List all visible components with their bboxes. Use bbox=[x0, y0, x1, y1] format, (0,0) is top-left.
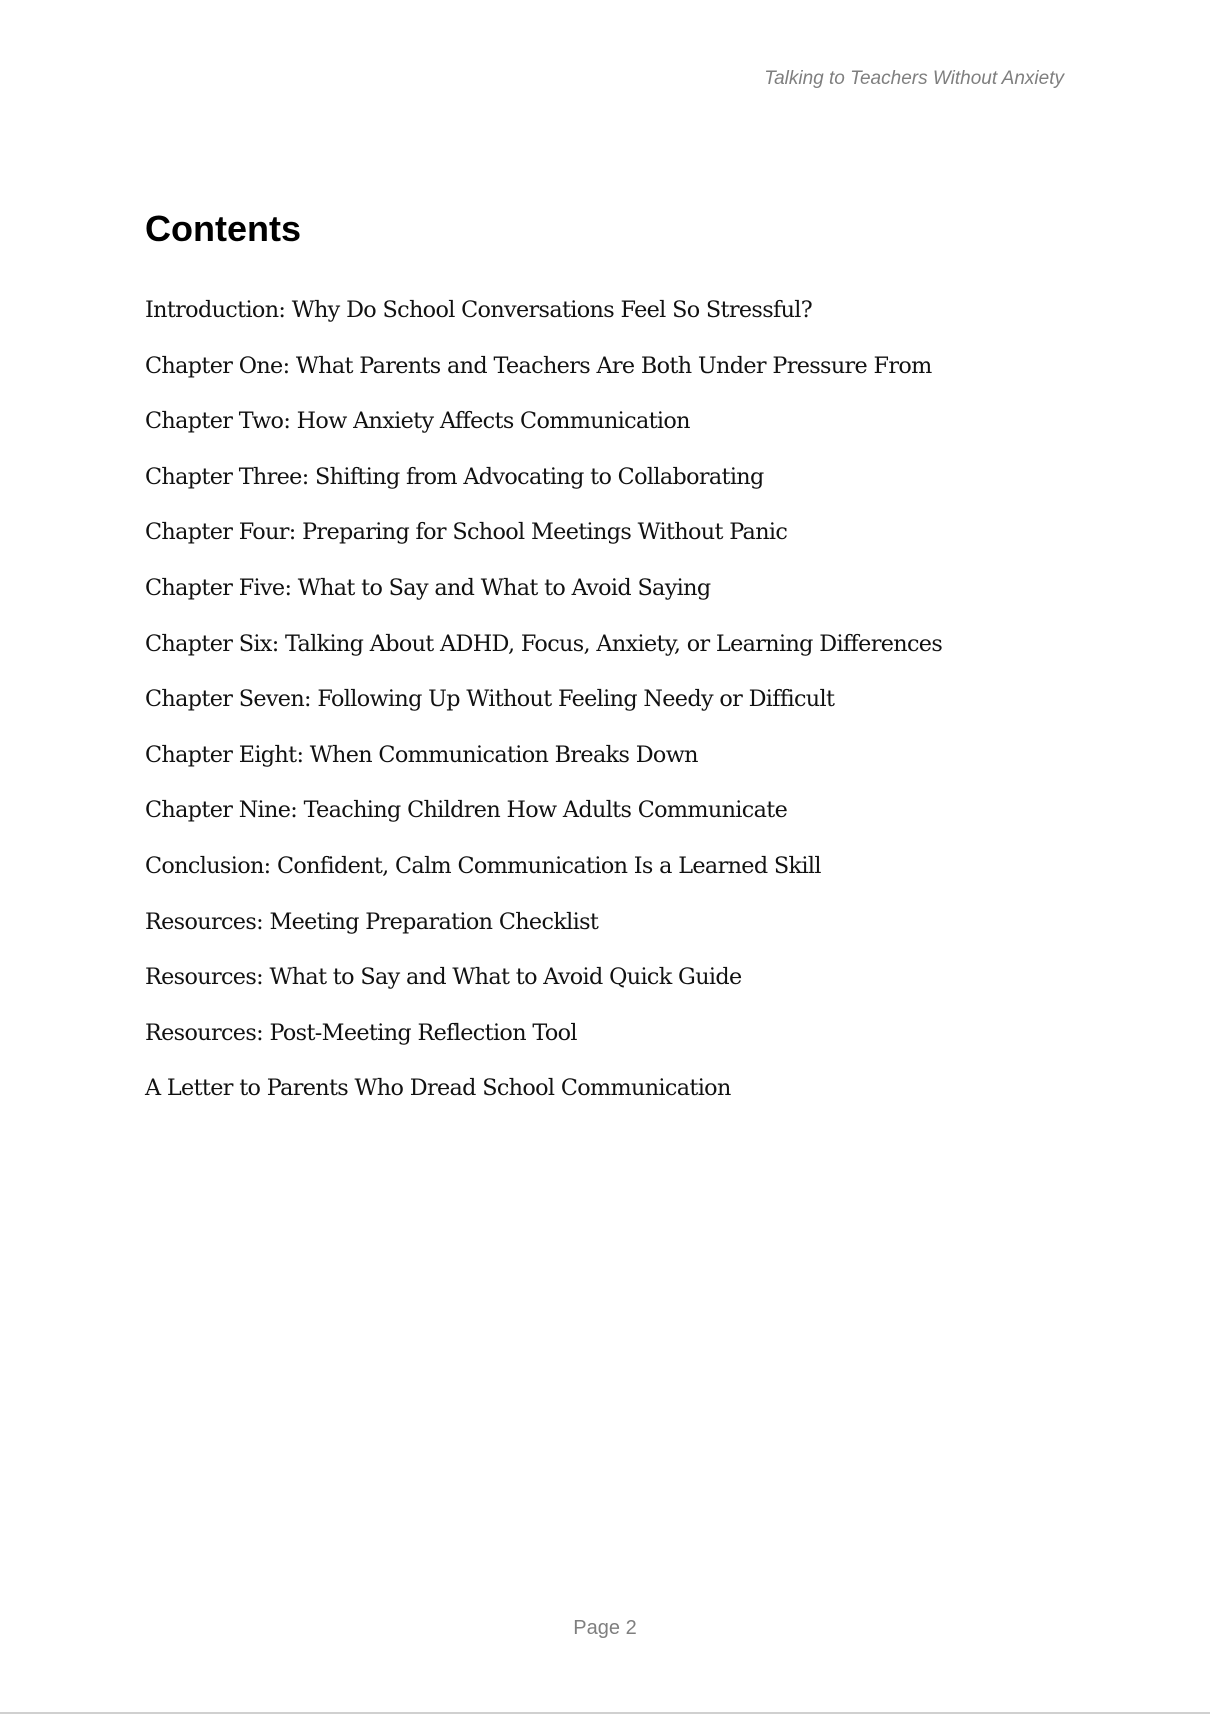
toc-entry-chapter-three[interactable]: Chapter Three: Shifting from Advocating to Collaborating bbox=[145, 463, 764, 490]
toc-entry-chapter-four[interactable]: Chapter Four: Preparing for School Meetings Without Panic bbox=[145, 519, 788, 546]
table-of-contents bbox=[145, 283, 942, 1117]
toc-entry-resources-reflection-tool[interactable]: Resources: Post-Meeting Reflection Tool bbox=[145, 1019, 577, 1046]
toc-entry-letter-to-parents[interactable]: A Letter to Parents Who Dread School Communication bbox=[145, 1075, 731, 1102]
toc-entry-chapter-one[interactable]: Chapter One: What Parents and Teachers Are Both Under Pressure From bbox=[145, 352, 932, 379]
toc-entry-chapter-eight[interactable]: Chapter Eight: When Communication Breaks Down bbox=[145, 741, 698, 768]
toc-entry-chapter-two[interactable]: Chapter Two: How Anxiety Affects Communication bbox=[145, 408, 690, 435]
page-number: Page 2 bbox=[573, 1617, 637, 1639]
toc-entry-introduction[interactable]: Introduction: Why Do School Conversations Feel So Stressful? bbox=[145, 297, 813, 323]
toc-entry-resources-quick-guide[interactable]: Resources: What to Say and What to Avoid Quick Guide bbox=[145, 964, 742, 991]
toc-entry-resources-checklist[interactable]: Resources: Meeting Preparation Checklist bbox=[145, 908, 599, 935]
contents-heading: Contents bbox=[145, 208, 301, 249]
toc-entry-chapter-five[interactable]: Chapter Five: What to Say and What to Avoid Saying bbox=[145, 574, 711, 601]
toc-entry-chapter-nine[interactable]: Chapter Nine: Teaching Children How Adults Communicate bbox=[145, 797, 788, 824]
toc-entry-chapter-seven[interactable]: Chapter Seven: Following Up Without Feeling Needy or Difficult bbox=[145, 686, 835, 713]
running-header: Talking to Teachers Without Anxiety bbox=[764, 68, 1064, 89]
toc-entry-conclusion[interactable]: Conclusion: Confident, Calm Communication Is a Learned Skill bbox=[145, 852, 821, 879]
toc-entry-chapter-six[interactable]: Chapter Six: Talking About ADHD, Focus, Anxiety, or Learning Differences bbox=[145, 630, 943, 657]
